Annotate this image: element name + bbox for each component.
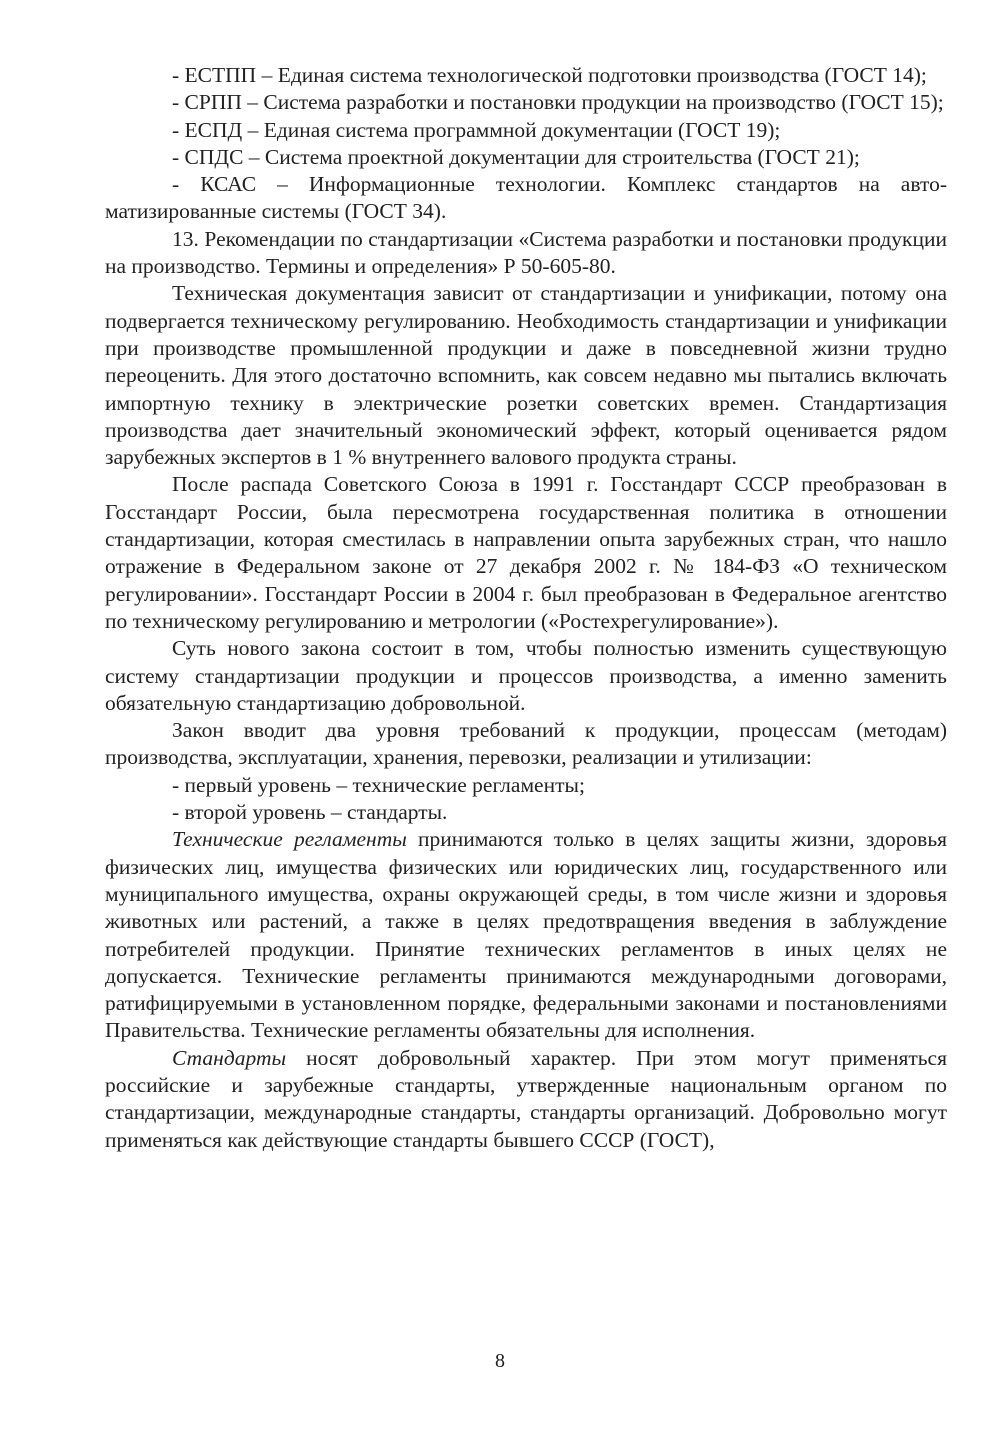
list-item-spds: - СПДС – Система проектной документации для строительства (ГОСТ 21);	[172, 144, 860, 169]
term-technical-regulations: Технические регламенты	[172, 827, 407, 852]
list-item-estpp: - ЕСТПП – Единая система технологической подготовки производства (ГОСТ 14);	[172, 63, 927, 87]
page-number: 8	[495, 1350, 505, 1372]
numbered-item-13: 13. Рекомендации по стандартизации «Система разработки и постановки продукции на производство. Термины и определения» Р 50-605-80.	[105, 226, 947, 279]
paragraph-two-levels: Закон вводит два уровня требований к продукции, процессам (методам) производства, эксплуатации, хранения, перевозки, реализации и утилизации:	[105, 718, 947, 770]
list-item-srpp: - СРПП – Система разработки и постановки продукции на производство (ГОСТ 15);	[172, 90, 944, 115]
paragraph-technical-documentation: Техническая документация зависит от стандартизации и унификации, потому она подвергается техническому регулированию. Необходимость стандартизации и унификации при производстве промышленной продукции и даже в повседневной жизни трудно переоценить. Для этого достаточно вспомнить, как совсем недавно мы пытались включать импортную технику в электрические розетки советских времен. Стандартизация производства дает значительный экономический эффект, который оценивается рядом зарубежных экспертов в 1 % внутреннего валового продукта страны.	[105, 281, 947, 470]
paragraph-law-essence: Суть нового закона состоит в том, чтобы полностью изменить существующую систему стандартизации продукции и процессов производства, а именно заменить обязательную стандартизацию добровольной.	[105, 636, 947, 715]
list-item-level-one: - первый уровень – технические регламенты;	[172, 772, 585, 797]
list-item-level-two: - второй уровень – стандарты.	[172, 800, 448, 825]
body-text	[105, 62, 947, 1154]
list-item-espd: - ЕСПД – Единая система программной документации (ГОСТ 19);	[172, 117, 781, 142]
paragraph-technical-regulations	[105, 826, 947, 1044]
list-item-ksas: - КСАС – Информационные технологии. Комплекс стандартов на автоматизированные системы (ГОСТ 34).	[105, 172, 947, 224]
technical-regulations-text: принимаются только в целях защиты жизни, здоровья физических лиц, имущества физических или юридических лиц, государственного или муниципального имущества, охраны окружающей среды, в том числе жизни и здоровья животных или растений, а также в целях предотвращения введения в заблуждение потребителей продукции. Принятие технических регламентов в иных целях не допускается. Технические регламенты принимаются международными договорами, ратифицируемыми в установленном порядке, федеральными законами и постановлениями Правительства. Технические регламенты обязательны для исполнения.	[105, 827, 948, 1043]
term-standards: Стандарты	[172, 1045, 287, 1070]
standards-text: носят добровольный характер. При этом могут применяться российские и зарубежные стандарты, утвержденные национальным органом по стандартизации, международные стандарты, стандарты организаций. Добровольно могут применяться как действующие стандарты бывшего СССР (ГОСТ),	[105, 1045, 947, 1152]
paragraph-standards	[105, 1045, 947, 1154]
paragraph-after-ussr: После распада Советского Союза в 1991 г. Госстандарт СССР преобразован в Госстандарт России, была пересмотрена государственная политика в отношении стандартизации, которая сместилась в направлении опыта зарубежных стран, что нашло отражение в Федеральном законе от 27 декабря 2002 г. № 184-ФЗ «О техническом регулировании». Госстандарт России в 2004 г. был преобразован в Федеральное агентство по техническому регулированию и метрологии («Ростехрегулирование»).	[105, 472, 947, 633]
